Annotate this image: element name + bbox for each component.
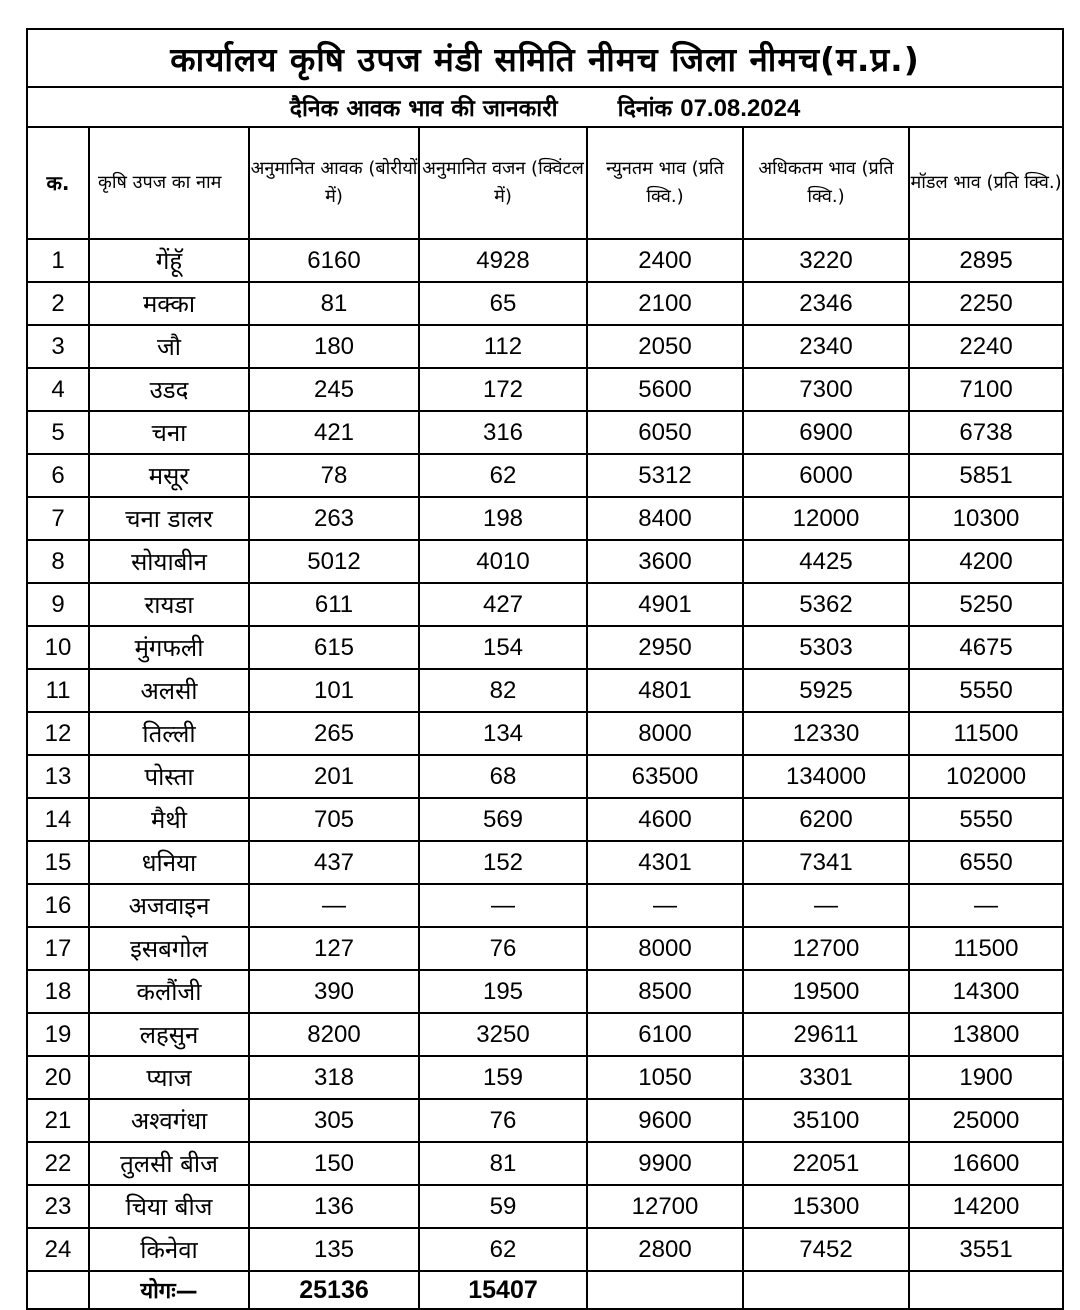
col-header-arrival: अनुमानित आवक (बोरीयों में) <box>249 127 419 239</box>
cell-max-price: 15300 <box>743 1185 909 1228</box>
cell-arrival: 6160 <box>249 239 419 282</box>
cell-max-price: 6900 <box>743 411 909 454</box>
total-weight: 15407 <box>419 1271 587 1309</box>
table-row <box>27 497 1063 540</box>
cell-weight: 82 <box>419 669 587 712</box>
total-arrival: 25136 <box>249 1271 419 1309</box>
cell-modal-price: 5550 <box>909 669 1063 712</box>
cell-crop-name: मैथी <box>89 798 249 841</box>
cell-weight: 112 <box>419 325 587 368</box>
cell-min-price: 5312 <box>587 454 743 497</box>
table-row <box>27 970 1063 1013</box>
cell-serial: 24 <box>27 1228 89 1271</box>
cell-modal-price: 1900 <box>909 1056 1063 1099</box>
cell-min-price: 9600 <box>587 1099 743 1142</box>
cell-weight: 154 <box>419 626 587 669</box>
col-header-serial: क. <box>27 127 89 239</box>
cell-arrival: 705 <box>249 798 419 841</box>
cell-weight: 316 <box>419 411 587 454</box>
cell-crop-name: मसूर <box>89 454 249 497</box>
cell-arrival: — <box>249 884 419 927</box>
cell-max-price: 4425 <box>743 540 909 583</box>
cell-crop-name: किनेवा <box>89 1228 249 1271</box>
cell-serial: 4 <box>27 368 89 411</box>
cell-crop-name: अलसी <box>89 669 249 712</box>
cell-modal-price: 11500 <box>909 927 1063 970</box>
cell-min-price: 4301 <box>587 841 743 884</box>
cell-arrival: 421 <box>249 411 419 454</box>
cell-weight: 4010 <box>419 540 587 583</box>
cell-crop-name: अजवाइन <box>89 884 249 927</box>
cell-serial: 11 <box>27 669 89 712</box>
cell-weight: 76 <box>419 927 587 970</box>
cell-serial: 8 <box>27 540 89 583</box>
total-label: योगः— <box>89 1271 249 1309</box>
table-row <box>27 411 1063 454</box>
cell-serial: 9 <box>27 583 89 626</box>
cell-max-price: 5925 <box>743 669 909 712</box>
cell-modal-price: 2250 <box>909 282 1063 325</box>
cell-max-price: 6000 <box>743 454 909 497</box>
cell-max-price: 7452 <box>743 1228 909 1271</box>
cell-modal-price: 6738 <box>909 411 1063 454</box>
total-empty-cell <box>587 1271 743 1309</box>
cell-crop-name: तुलसी बीज <box>89 1142 249 1185</box>
table-row <box>27 1228 1063 1271</box>
cell-max-price: 7341 <box>743 841 909 884</box>
mandi-report-sheet <box>26 28 1062 1310</box>
cell-min-price: 8400 <box>587 497 743 540</box>
cell-serial: 18 <box>27 970 89 1013</box>
cell-max-price: 7300 <box>743 368 909 411</box>
cell-serial: 23 <box>27 1185 89 1228</box>
cell-modal-price: — <box>909 884 1063 927</box>
cell-arrival: 78 <box>249 454 419 497</box>
cell-weight: 81 <box>419 1142 587 1185</box>
cell-modal-price: 5550 <box>909 798 1063 841</box>
report-date: 07.08.2024 <box>680 95 801 122</box>
cell-crop-name: धनिया <box>89 841 249 884</box>
cell-arrival: 127 <box>249 927 419 970</box>
cell-modal-price: 14200 <box>909 1185 1063 1228</box>
cell-arrival: 265 <box>249 712 419 755</box>
cell-modal-price: 7100 <box>909 368 1063 411</box>
cell-min-price: 2800 <box>587 1228 743 1271</box>
cell-crop-name: मुंगफली <box>89 626 249 669</box>
table-row <box>27 927 1063 970</box>
cell-arrival: 136 <box>249 1185 419 1228</box>
cell-serial: 5 <box>27 411 89 454</box>
cell-min-price: 2100 <box>587 282 743 325</box>
cell-min-price: 3600 <box>587 540 743 583</box>
cell-arrival: 437 <box>249 841 419 884</box>
cell-arrival: 318 <box>249 1056 419 1099</box>
col-header-min-price: न्युनतम भाव (प्रति क्वि.) <box>587 127 743 239</box>
cell-weight: 134 <box>419 712 587 755</box>
cell-modal-price: 3551 <box>909 1228 1063 1271</box>
table-row <box>27 1142 1063 1185</box>
cell-modal-price: 2895 <box>909 239 1063 282</box>
table-row <box>27 755 1063 798</box>
cell-max-price: 6200 <box>743 798 909 841</box>
cell-max-price: 3301 <box>743 1056 909 1099</box>
cell-modal-price: 14300 <box>909 970 1063 1013</box>
cell-serial: 20 <box>27 1056 89 1099</box>
report-subtitle-row <box>27 87 1063 127</box>
cell-weight: 62 <box>419 1228 587 1271</box>
cell-modal-price: 10300 <box>909 497 1063 540</box>
cell-modal-price: 5851 <box>909 454 1063 497</box>
cell-weight: 427 <box>419 583 587 626</box>
cell-serial: 22 <box>27 1142 89 1185</box>
cell-weight: 68 <box>419 755 587 798</box>
table-row <box>27 282 1063 325</box>
cell-arrival: 390 <box>249 970 419 1013</box>
col-header-crop: कृषि उपज का नाम <box>89 127 249 239</box>
cell-modal-price: 4675 <box>909 626 1063 669</box>
cell-arrival: 8200 <box>249 1013 419 1056</box>
cell-arrival: 101 <box>249 669 419 712</box>
cell-min-price: 63500 <box>587 755 743 798</box>
cell-crop-name: अश्वगंधा <box>89 1099 249 1142</box>
cell-max-price: 12000 <box>743 497 909 540</box>
cell-weight: 65 <box>419 282 587 325</box>
cell-weight: 172 <box>419 368 587 411</box>
cell-weight: 4928 <box>419 239 587 282</box>
cell-serial: 19 <box>27 1013 89 1056</box>
cell-crop-name: जौ <box>89 325 249 368</box>
table-row <box>27 1099 1063 1142</box>
cell-modal-price: 25000 <box>909 1099 1063 1142</box>
cell-crop-name: चना <box>89 411 249 454</box>
cell-crop-name: गेंहूॅ <box>89 239 249 282</box>
table-row <box>27 669 1063 712</box>
table-row <box>27 1013 1063 1056</box>
table-row <box>27 884 1063 927</box>
total-empty-cell <box>27 1271 89 1309</box>
cell-arrival: 150 <box>249 1142 419 1185</box>
cell-min-price: 2050 <box>587 325 743 368</box>
table-row <box>27 626 1063 669</box>
cell-max-price: 5362 <box>743 583 909 626</box>
cell-crop-name: रायडा <box>89 583 249 626</box>
cell-serial: 6 <box>27 454 89 497</box>
cell-serial: 2 <box>27 282 89 325</box>
cell-max-price: 134000 <box>743 755 909 798</box>
table-row <box>27 368 1063 411</box>
report-subtitle: दैनिक आवक भाव की जानकारी <box>289 96 558 122</box>
cell-modal-price: 16600 <box>909 1142 1063 1185</box>
cell-serial: 17 <box>27 927 89 970</box>
cell-arrival: 611 <box>249 583 419 626</box>
cell-arrival: 81 <box>249 282 419 325</box>
cell-serial: 21 <box>27 1099 89 1142</box>
cell-min-price: 8000 <box>587 927 743 970</box>
report-table <box>26 28 1064 1310</box>
cell-min-price: 9900 <box>587 1142 743 1185</box>
cell-crop-name: चना डालर <box>89 497 249 540</box>
cell-modal-price: 13800 <box>909 1013 1063 1056</box>
table-row <box>27 540 1063 583</box>
table-row <box>27 798 1063 841</box>
cell-serial: 14 <box>27 798 89 841</box>
table-row <box>27 583 1063 626</box>
cell-modal-price: 11500 <box>909 712 1063 755</box>
cell-modal-price: 5250 <box>909 583 1063 626</box>
cell-weight: 195 <box>419 970 587 1013</box>
cell-arrival: 5012 <box>249 540 419 583</box>
cell-min-price: 6050 <box>587 411 743 454</box>
cell-weight: 198 <box>419 497 587 540</box>
cell-modal-price: 6550 <box>909 841 1063 884</box>
cell-min-price: 2950 <box>587 626 743 669</box>
table-row <box>27 454 1063 497</box>
total-empty-cell <box>743 1271 909 1309</box>
cell-arrival: 263 <box>249 497 419 540</box>
cell-min-price: 4600 <box>587 798 743 841</box>
cell-serial: 15 <box>27 841 89 884</box>
cell-crop-name: मक्का <box>89 282 249 325</box>
cell-crop-name: तिल्ली <box>89 712 249 755</box>
cell-modal-price: 4200 <box>909 540 1063 583</box>
cell-weight: 59 <box>419 1185 587 1228</box>
table-row <box>27 1185 1063 1228</box>
cell-max-price: — <box>743 884 909 927</box>
cell-max-price: 3220 <box>743 239 909 282</box>
cell-serial: 16 <box>27 884 89 927</box>
cell-min-price: — <box>587 884 743 927</box>
cell-crop-name: इसबगोल <box>89 927 249 970</box>
cell-weight: 62 <box>419 454 587 497</box>
cell-max-price: 5303 <box>743 626 909 669</box>
table-row <box>27 841 1063 884</box>
cell-weight: 3250 <box>419 1013 587 1056</box>
cell-crop-name: चिया बीज <box>89 1185 249 1228</box>
cell-arrival: 180 <box>249 325 419 368</box>
cell-arrival: 615 <box>249 626 419 669</box>
total-empty-cell <box>909 1271 1063 1309</box>
table-row <box>27 712 1063 755</box>
cell-max-price: 22051 <box>743 1142 909 1185</box>
cell-crop-name: प्याज <box>89 1056 249 1099</box>
cell-modal-price: 102000 <box>909 755 1063 798</box>
cell-crop-name: पोस्ता <box>89 755 249 798</box>
cell-serial: 1 <box>27 239 89 282</box>
cell-min-price: 6100 <box>587 1013 743 1056</box>
table-row <box>27 325 1063 368</box>
cell-arrival: 135 <box>249 1228 419 1271</box>
cell-max-price: 2346 <box>743 282 909 325</box>
cell-arrival: 305 <box>249 1099 419 1142</box>
col-header-weight: अनुमानित वजन (क्विंटल में) <box>419 127 587 239</box>
cell-serial: 10 <box>27 626 89 669</box>
cell-weight: 152 <box>419 841 587 884</box>
table-row <box>27 1056 1063 1099</box>
cell-max-price: 19500 <box>743 970 909 1013</box>
cell-crop-name: लहसुन <box>89 1013 249 1056</box>
cell-min-price: 12700 <box>587 1185 743 1228</box>
cell-serial: 13 <box>27 755 89 798</box>
cell-weight: — <box>419 884 587 927</box>
cell-modal-price: 2240 <box>909 325 1063 368</box>
cell-serial: 12 <box>27 712 89 755</box>
cell-min-price: 1050 <box>587 1056 743 1099</box>
cell-weight: 76 <box>419 1099 587 1142</box>
col-header-max-price: अधिकतम भाव (प्रति क्वि.) <box>743 127 909 239</box>
col-header-modal-price: मॉडल भाव (प्रति क्वि.) <box>909 127 1063 239</box>
cell-max-price: 12330 <box>743 712 909 755</box>
cell-arrival: 201 <box>249 755 419 798</box>
cell-serial: 3 <box>27 325 89 368</box>
cell-min-price: 4801 <box>587 669 743 712</box>
total-row <box>27 1271 1063 1309</box>
table-body <box>27 239 1063 1271</box>
cell-min-price: 4901 <box>587 583 743 626</box>
cell-crop-name: कलौंजी <box>89 970 249 1013</box>
cell-weight: 569 <box>419 798 587 841</box>
cell-min-price: 5600 <box>587 368 743 411</box>
cell-max-price: 29611 <box>743 1013 909 1056</box>
cell-crop-name: उडद <box>89 368 249 411</box>
cell-min-price: 8500 <box>587 970 743 1013</box>
cell-serial: 7 <box>27 497 89 540</box>
column-header-row <box>27 127 1063 239</box>
date-label: दिनांक <box>617 96 673 122</box>
report-title: कार्यालय कृषि उपज मंडी समिति नीमच जिला नीमच(म.प्र.) <box>27 29 1063 87</box>
table-row <box>27 239 1063 282</box>
cell-weight: 159 <box>419 1056 587 1099</box>
cell-crop-name: सोयाबीन <box>89 540 249 583</box>
cell-max-price: 12700 <box>743 927 909 970</box>
cell-arrival: 245 <box>249 368 419 411</box>
cell-min-price: 8000 <box>587 712 743 755</box>
cell-max-price: 2340 <box>743 325 909 368</box>
cell-min-price: 2400 <box>587 239 743 282</box>
cell-max-price: 35100 <box>743 1099 909 1142</box>
